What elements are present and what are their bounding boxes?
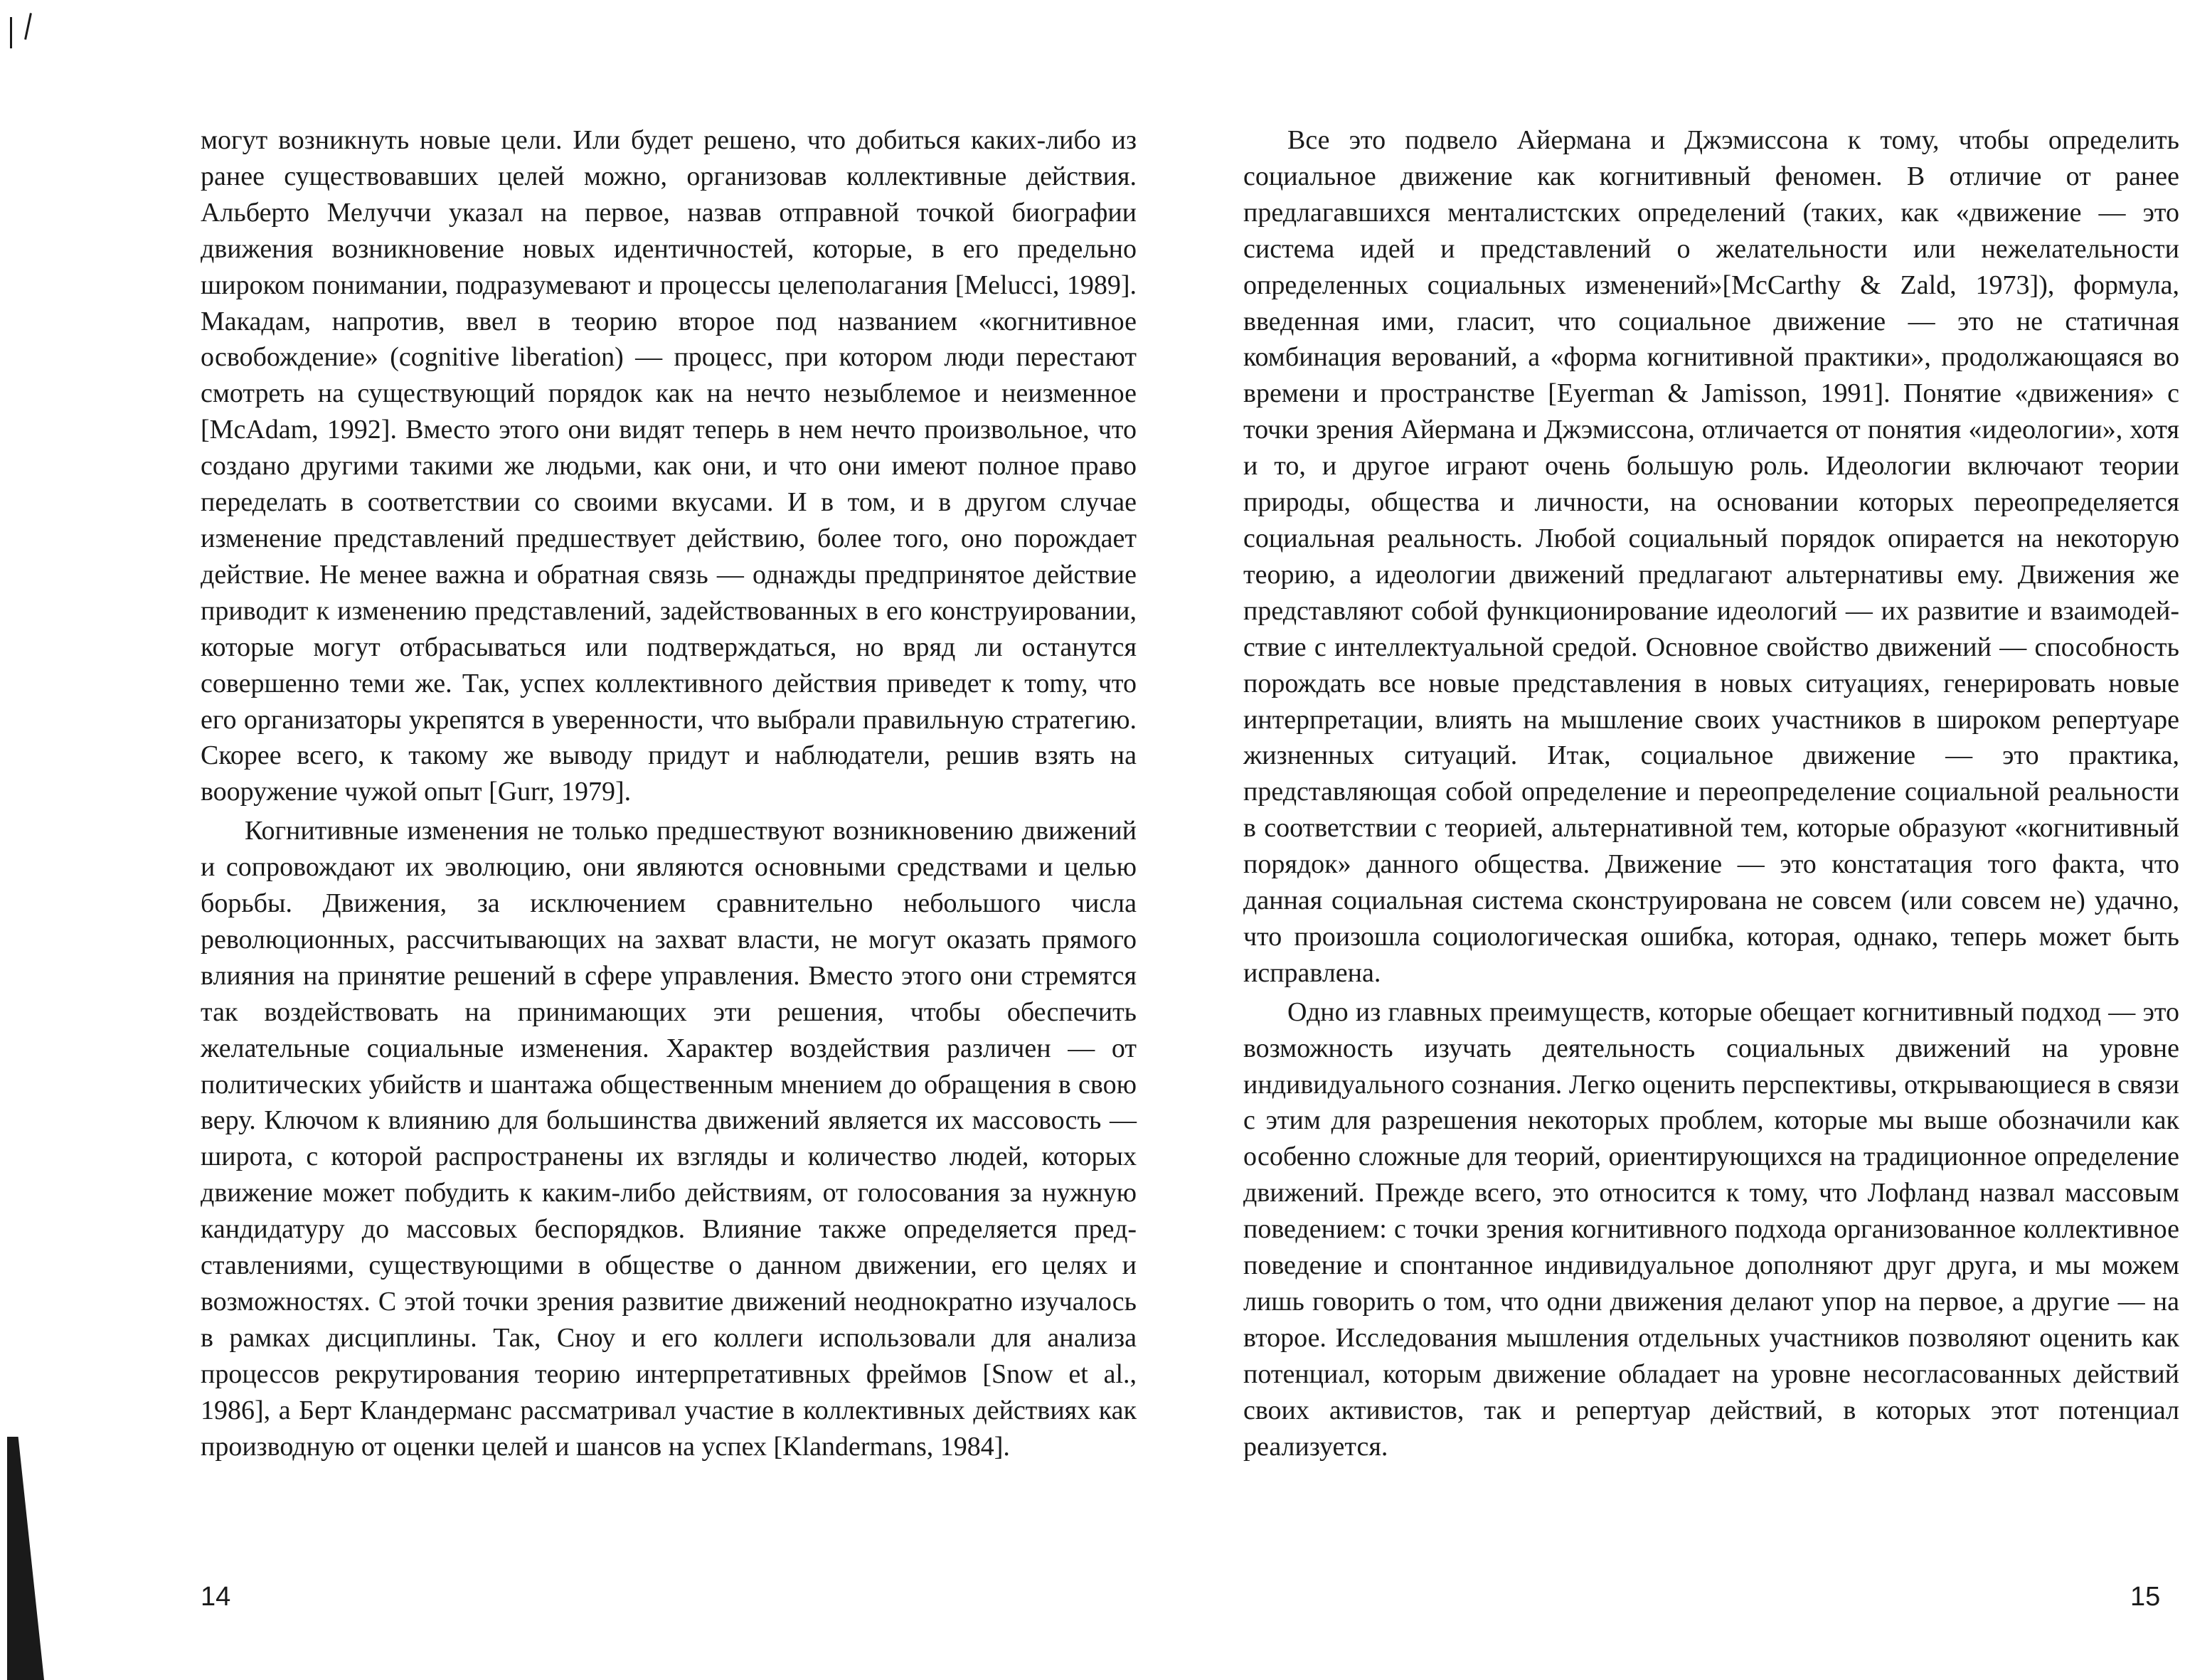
page-number-left: 14 <box>201 1582 231 1612</box>
right-paragraph-2: Одно из главных преимуществ, которые обещает когнитивный подход — это возможность изучать деятельность социальных движений на уровне индивидуального сознания. Легко оценить перспективы, открывающиеся в связи с этим для разрешения некоторых проблем, которые мы выше обозначили как особенно сложные для теорий, ориентирующихся на традиционное определение движений. Прежде всего, это относится к тому, что Лофланд назвал массовым поведением: с точки зрения когнитивного подхода организованное коллективное поведение и спонтанное индивидуальное дополняют друг друга, и мы можем лишь говорить о том, что одни движения делают упор на первое, а другие — на второе. Исследования мышления отдельных участников позволяют оценить как потенциал, которым движение обладает на уровне несогласованных действий своих активистов, так и репертуар действий, в которых этот потенциал реализуется. <box>1243 996 2179 1462</box>
left-paragraph-1: могут возникнуть новые цели. Или будет решено, что добиться каких-либо из ранее существовавших целей можно, организовав коллективные действия. Альберто Мелуччи указал на первое, назвав отправной точкой биографии движения возникновение новых идентичностей, которые, в его предельно широком понимании, подразумевают и процессы целеполагания [Melucci, 1989]. Макадам, напротив, ввел в теорию второе под названием «когнитивное освобождение» (cognitive liberation) — процесс, при котором люди перестают смотреть на существующий порядок как на нечто незыблемое и неизменное [McAdam, 1992]. Вместо этого они видят теперь в нем нечто произвольное, что создано другими такими же людьми, как они, и что они имеют полное право переделать в соответствии со своими вкусами. И в том, и в другом случае изменение представлений предшествует действию, более того, оно порождает действие. Не менее важна и обратная связь — однажды предпринятое действие приводит к изменению представлений, задействованных в его конструировании, которые могут отбрасываться или подтверждаться, но вряд ли останутся совершенно теми же. Так, успех коллективного действия приведет к тоmу, что его организаторы укрепятся в уверенности, что выбрали правильную стратегию. Скорее всего, к такому же выводу придут и наблюдатели, решив взять на вооружение чужой опыт [Gurr, 1979]. <box>201 125 1137 807</box>
scan-artifact-bottom-left <box>7 1437 44 1680</box>
scan-artifact-top-left-2 <box>24 13 32 40</box>
left-paragraph-2: Когнитивные изменения не только предшествуют возникновению движений и сопровождают их эволюцию, они являются основными средствами и целью борьбы. Движения, за исключением сравнительно небольшого числа революционных, рассчитывающих на захват власти, не могут оказать прямого влияния на принятие решений в сфере управления. Вместо этого они стремятся так воздействовать на принимающих эти решения, чтобы обеспечить желательные социальные изменения. Характер воздействия различен — от политических убийств и шантажа общественным мнением до обращения в свою веру. Ключом к влиянию для большинства движений является их массовость — широта, с которой распространены их взгляды и количество людей, которых движение может побудить к каким-либо действиям, от голосования за нужную кандидатуру до массовых беспорядков. Влияние также определяется представлениями, существующими в обществе о данном движении, его целях и возможностях. С этой точки зрения развитие движений неоднократно изучалось в рамках дисциплины. Так, Сноу и его коллеги использовали для анализа процессов рекрутирования теорию интерпретативных фреймов [Snow et al., 1986], а Берт Кландерманс рассматривал участие в коллективных действиях как производную от оценки целей и шансов на успех [Klandermans, 1984]. <box>201 816 1137 1462</box>
page-number-right: 15 <box>2130 1582 2161 1612</box>
scan-artifact-top-left <box>10 17 12 48</box>
right-paragraph-1: Все это подвело Айермана и Джэмиссона к тому, чтобы определить социальное движение как когнитивный феномен. В отличие от ранее предлагавшихся менталистских определений (таких, как «движение — это система идей и представлений о желательности или нежелательности определенных социальных изменений»[McCarthy & Zald, 1973]), формула, введенная ими, гласит, что социальное движение — это не статичная комбинация верований, а «форма когнитивной практики», продолжающаяся во времени и пространстве [Eyerman & Jamisson, 1991]. Понятие «движения» с точки зрения Айермана и Джэмиссона, отличается от понятия «идеологии», хотя и то, и другое играют очень большую роль. Идеологии включают теории природы, общества и личности, на основании которых переопределяется социальная реальность. Любой социальный порядок опирается на некоторую теорию, а идеологии движений предлагают альтернативы ему. Движения же представляют собой функционирование идеологий — их развитие и взаимодействие с интеллектуальной средой. Основное свойство движений — способность порождать все новые представления в новых ситуациях, генерировать новые интерпретации, влиять на мышление своих участников в широком репертуаре жизненных ситуаций. Итак, социальное движение — это практика, представляющая собой определение и переопределение социальной реальности в соответствии с теорией, альтернативной тем, которые образуют «когнитивный порядок» данного общества. Движение — это констатация того факта, что данная социальная система сконструирована не совсем (или совсем не) удачно, что произошла социологическая ошибка, которая, однако, теперь может быть исправлена. <box>1243 125 2179 988</box>
left-page-text <box>201 122 1137 1465</box>
right-page-text <box>1243 122 2179 1465</box>
